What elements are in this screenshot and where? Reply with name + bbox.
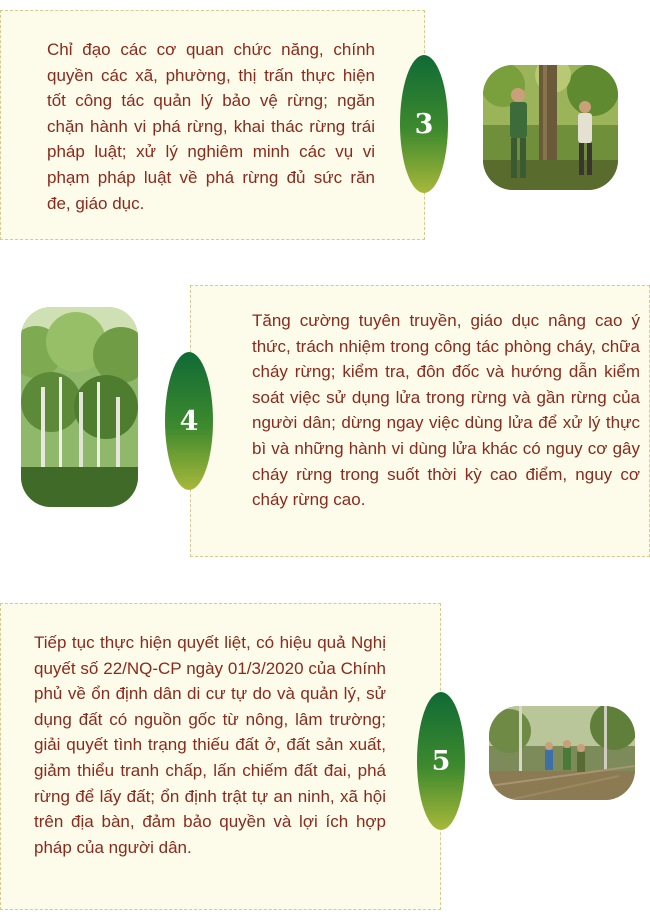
item-4-text: Tăng cường tuyên truyền, giáo dục nâng cao ý thức, trách nhiệm trong công tác phòng cháy, chữa cháy rừng; kiểm tra, đôn đốc và hướng dẫn kiểm soát việc sử dụng lửa trong rừng và gần rừng của người dân; dừng ngay việc dùng lửa để xử lý thực bì và những hành vi dùng lửa khác có nguy cơ gây cháy rừng trong suốt thời kỳ cao điểm, nguy cơ cháy rừng cao. (252, 311, 640, 510)
item-3-card (0, 10, 425, 240)
item-5-text: Tiếp tục thực hiện quyết liệt, có hiệu quả Nghị quyết số 22/NQ-CP ngày 01/3/2020 của Chính phủ về ổn định dân di cư tự do và quản lý, sử dụng đất có nguồn gốc từ nông, lâm trường; giải quyết tình trạng thiếu đất ở, đất sản xuất, giảm thiểu tranh chấp, lấn chiếm đất đai, phá rừng để lấy đất; ổn định trật tự an ninh, xã hội trên địa bàn, đảm bảo quyền và lợi ích hợp pháp của người dân. (34, 633, 386, 857)
item-4-forest-photo (21, 307, 138, 507)
item-5-card (0, 603, 441, 910)
item-5-number-badge: 5 (417, 692, 465, 830)
item-3-forest-rangers-photo (483, 65, 618, 190)
item-4-card (190, 285, 650, 557)
item-3-text: Chỉ đạo các cơ quan chức năng, chính quyền các xã, phường, thị trấn thực hiện tốt công tác quản lý bảo vệ rừng; ngăn chặn hành vi phá rừng, khai thác rừng trái pháp luật; xử lý nghiêm minh các vụ vi phạm pháp luật về phá rừng đủ sức răn đe, giáo dục. (47, 40, 375, 213)
item-3-number-badge: 3 (400, 55, 448, 193)
item-4-number-badge: 4 (165, 352, 213, 490)
item-5-forest-patrol-photo (489, 706, 635, 800)
